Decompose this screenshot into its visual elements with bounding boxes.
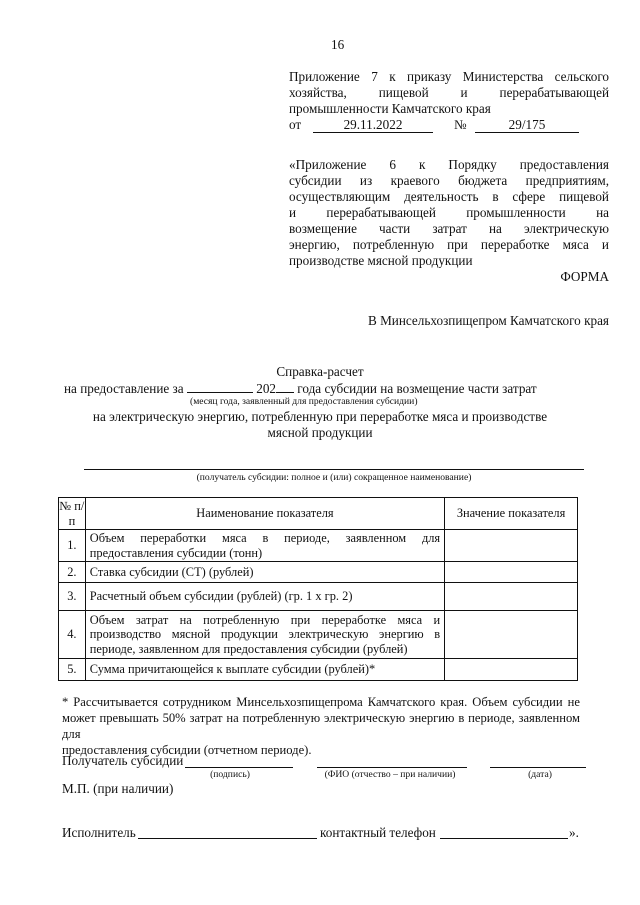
row-name: Объем переработки мяса в периоде, заявленном для предоставления субсидии (тонн) xyxy=(85,530,444,562)
recipient-hint: (получатель субсидии: полное и (или) сокращенное наименование) xyxy=(196,472,472,483)
order-date-row xyxy=(289,117,609,134)
row-value[interactable] xyxy=(445,530,578,562)
appendix-line-1: «Приложение 6 к Порядку предоставления xyxy=(289,157,609,172)
month-blank xyxy=(187,380,253,393)
appendix-line-5: возмещение части затрат на электрическую xyxy=(289,221,609,236)
title-line-3: на электрическую энергию, потребленную при переработке мяса и производстве xyxy=(92,409,548,424)
row-value[interactable] xyxy=(445,611,578,659)
footnote-line-1: * Рассчитывается сотрудником Минсельхозпищепрома Камчатского края. Объем субсидии не xyxy=(62,695,580,709)
row-name: Расчетный объем субсидии (рублей) (гр. 1 х гр. 2) xyxy=(85,583,444,611)
title-period-prefix: на предоставление за xyxy=(64,381,184,396)
executor-line[interactable] xyxy=(138,838,317,839)
date-line[interactable] xyxy=(490,767,586,768)
title-line-4: мясной продукции xyxy=(267,425,373,440)
header-value: Значение показателя xyxy=(445,498,578,530)
appendix-line-2: субсидии из краевого бюджета предприятиям, xyxy=(289,173,609,188)
date-hint: (дата) xyxy=(528,769,552,780)
from-label: от xyxy=(289,117,302,132)
table-row xyxy=(59,562,578,583)
row-num: 2. xyxy=(59,562,86,583)
title-period-suffix: года субсидии на возмещение части затрат xyxy=(297,381,537,396)
row-name: Ставка субсидии (СТ) (рублей) xyxy=(85,562,444,583)
fio-hint: (ФИО (отчество – при наличии) xyxy=(324,769,456,780)
indicators-table xyxy=(58,497,578,681)
title-year: 202 xyxy=(256,381,276,396)
footnote-line-2: может превышать 50% затрат на потребленную электрическую энергию в периоде, заявленном для xyxy=(62,711,580,741)
closing-mark: ». xyxy=(569,825,579,840)
order-line-2: хозяйства, пищевой и перерабатывающей xyxy=(289,85,609,100)
table-row xyxy=(59,530,578,562)
stamp-label: М.П. (при наличии) xyxy=(62,781,174,796)
phone-line[interactable] xyxy=(440,838,568,839)
header-num: № п/п xyxy=(59,499,85,528)
year-blank xyxy=(276,380,294,393)
table-row xyxy=(59,611,578,659)
row-name: Объем затрат на потребленную при переработке мяса и производство мясной продукции электрическую энергию в периоде, заявленном для предоставления субсидии (рублей) xyxy=(85,611,444,659)
period-hint: (месяц года, заявленный для предоставления субсидии) xyxy=(190,396,418,407)
recipient-signature-label: Получатель субсидии xyxy=(62,753,184,768)
header-name: Наименование показателя xyxy=(85,498,444,530)
table-row xyxy=(59,659,578,681)
signature-hint: (подпись) xyxy=(210,769,250,780)
appendix-reference xyxy=(289,157,609,285)
table-row xyxy=(59,583,578,611)
row-num: 3. xyxy=(59,583,86,611)
footnote-line-3: предоставления субсидии (отчетном периоде). xyxy=(62,743,312,757)
form-label: ФОРМА xyxy=(560,269,609,284)
phone-label: контактный телефон xyxy=(320,825,436,840)
order-line-1: Приложение 7 к приказу Министерства сельского xyxy=(289,69,609,84)
appendix-line-6: энергию, потребленную при переработке мяса и xyxy=(289,237,609,252)
appendix-line-4: и перерабатывающей промышленности на xyxy=(289,205,609,220)
row-name: Сумма причитающейся к выплате субсидии (рублей)* xyxy=(85,659,444,681)
footnote xyxy=(62,694,580,758)
order-line-3: промышленности Камчатского края xyxy=(289,101,491,116)
document-title: Справка-расчет xyxy=(276,364,364,379)
recipient-line xyxy=(84,469,584,470)
row-value[interactable] xyxy=(445,583,578,611)
appendix-line-7: производстве мясной продукции xyxy=(289,253,473,268)
row-num: 4. xyxy=(59,611,86,659)
row-value[interactable] xyxy=(445,562,578,583)
title-period-row xyxy=(64,380,624,397)
table-header-row xyxy=(59,498,578,530)
executor-label: Исполнитель xyxy=(62,825,136,840)
row-value[interactable] xyxy=(445,659,578,681)
fio-line[interactable] xyxy=(317,767,467,768)
number-sign: № xyxy=(454,117,467,132)
appendix-line-3: осуществляющим деятельность в сфере пищевой xyxy=(289,189,609,204)
addressee: В Минсельхозпищепром Камчатского края xyxy=(367,313,609,328)
row-num: 5. xyxy=(59,659,86,681)
signature-line[interactable] xyxy=(185,767,293,768)
order-number: 29/175 xyxy=(475,117,579,133)
page-number: 16 xyxy=(331,37,345,52)
row-num: 1. xyxy=(59,530,86,562)
order-reference xyxy=(289,69,609,134)
order-date: 29.11.2022 xyxy=(313,117,433,133)
